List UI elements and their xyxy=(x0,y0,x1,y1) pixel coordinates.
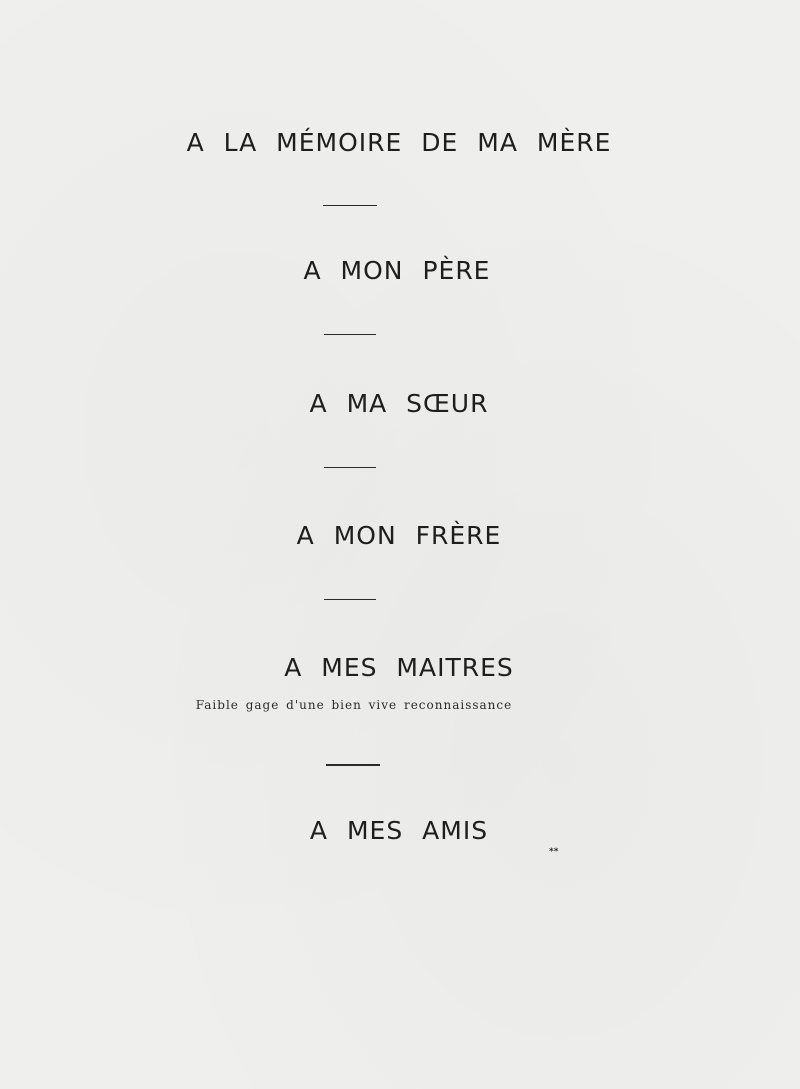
dedication-teachers-subtitle: Faible gage d'une bien vive reconnaissance xyxy=(195,698,513,712)
separator-rule xyxy=(324,467,376,468)
dedication-teachers: A MES MAITRES xyxy=(284,653,514,682)
dedication-brother: A MON FRÈRE xyxy=(296,521,502,550)
separator-rule xyxy=(324,599,376,600)
dedication-friends: A MES AMIS xyxy=(309,816,489,845)
separator-rule xyxy=(323,205,377,206)
separator-rule xyxy=(324,334,376,335)
separator-rule xyxy=(326,764,380,766)
signature-mark: ** xyxy=(549,847,559,857)
dedication-sister: A MA SŒUR xyxy=(309,389,489,418)
dedication-father: A MON PÈRE xyxy=(303,256,491,285)
dedication-mother: A LA MÉMOIRE DE MA MÈRE xyxy=(186,128,612,157)
